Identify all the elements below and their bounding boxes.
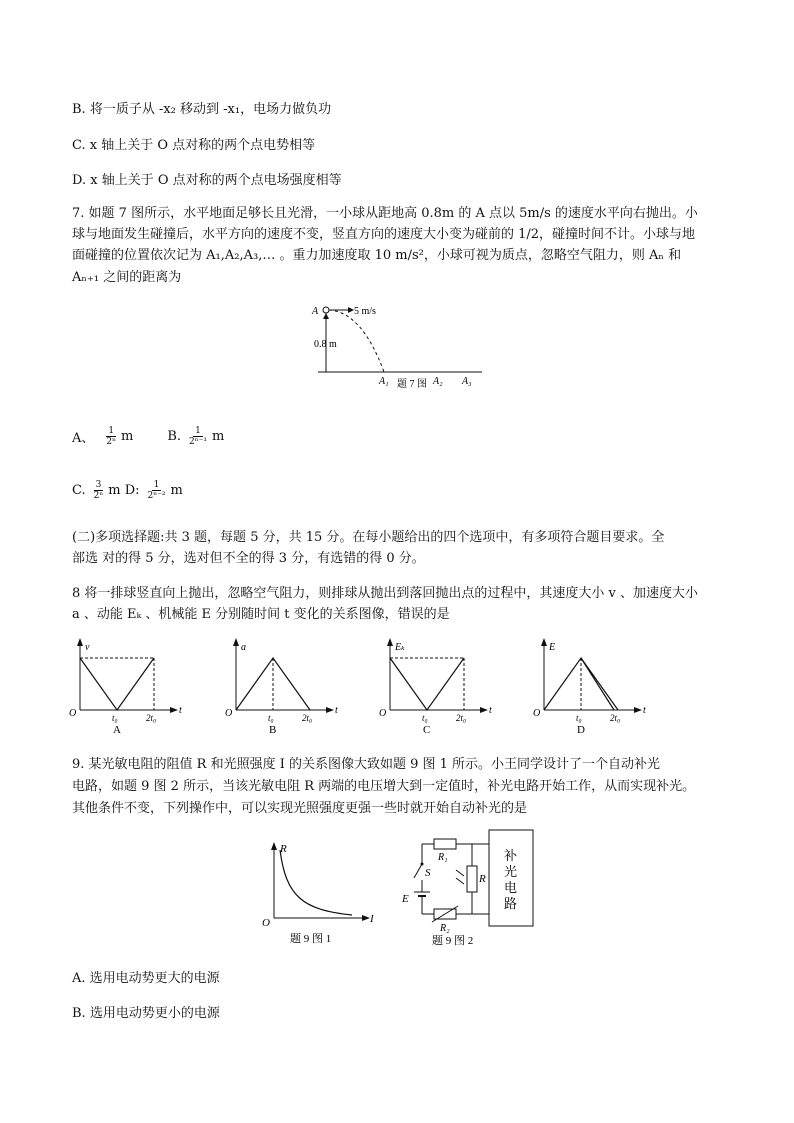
q7-speed-label: 5 m/s — [354, 306, 376, 317]
q8-d-t: t — [643, 705, 646, 716]
q8-a-origin: O — [69, 708, 77, 719]
q9-f2-box-char-4: 路 — [504, 896, 518, 911]
q8-graph-b — [224, 636, 344, 736]
q9-f2-switch-label: S — [425, 867, 431, 879]
q6-option-d: D. x 轴上关于 O 点对称的两个点电场强度相等 — [72, 173, 342, 188]
q8-b-y-arrow — [233, 638, 239, 646]
q7-option-d-unit: m — [170, 483, 183, 498]
q8-a-label: A — [113, 724, 121, 736]
q9-f2-r-label: R — [479, 873, 486, 885]
q7-height-arrowhead — [323, 313, 329, 319]
q8-graph-d — [532, 636, 652, 736]
q9-f2-box-char-1: 补 — [504, 848, 518, 863]
q8-d-label: D — [577, 724, 585, 736]
q8-d-t0: t₀ — [576, 713, 582, 723]
q8-b-ylabel: a — [241, 642, 246, 653]
q9-f2-light-arrow-2 — [456, 878, 464, 884]
q7-option-c-unit: m D: — [108, 483, 140, 498]
q8-graph-c — [378, 636, 498, 736]
q8-a-t0: t₀ — [112, 713, 118, 723]
q8-b-2t0: 2t₀ — [302, 713, 313, 723]
q7-option-c-den: 2ⁿ — [93, 491, 104, 501]
q7-height-label: 0.8 m — [314, 339, 337, 350]
q9-f2-r2-label: R₂ — [440, 923, 450, 934]
q8-a-t: t — [179, 705, 182, 716]
q9-f2-light-arrow-1 — [456, 870, 464, 876]
q8-d-x-arrow — [634, 707, 642, 713]
q7-options-ab — [72, 426, 224, 447]
q8-a-2t0: 2t₀ — [146, 713, 157, 723]
q9-figure-1 — [258, 836, 378, 948]
q8-c-label: C — [423, 724, 431, 736]
q9-stem-line-1: 9. 某光敏电阻的阻值 R 和光照强度 I 的关系图像大致如题 9 图 1 所示。小王同学设计了一个自动补光 — [72, 757, 661, 772]
q8-stem-line-2: a 、动能 Eₖ 、机械能 E 分别随时间 t 变化的关系图像，错误的是 — [72, 607, 450, 622]
q7-option-b-unit: m — [212, 429, 225, 444]
q8-a-y-arrow — [77, 638, 83, 646]
q9-f2-box-char-3: 电 — [504, 880, 518, 895]
q7-point-a-marker — [323, 307, 329, 313]
q8-c-ylabel: Eₖ — [395, 642, 405, 653]
q9-f1-x-arrow — [362, 915, 370, 921]
q7-a2-label: A₂ — [433, 376, 443, 387]
q8-d-curve-second — [581, 658, 614, 710]
q7-point-a-label: A — [312, 306, 319, 317]
q9-option-b: B. 选用电动势更小的电源 — [72, 1006, 220, 1021]
q7-options-cd — [72, 480, 183, 501]
q7-option-b-num: 1 — [195, 426, 201, 436]
q9-stem-line-3: 其他条件不变，下列操作中，可以实现光照强度更强一些时就开始自动补光的是 — [72, 801, 528, 816]
q7-option-a-den: 2ⁿ — [106, 437, 117, 447]
q9-f1-ylabel: R — [280, 843, 287, 855]
q7-option-a-label: A、 — [72, 431, 95, 446]
q9-f1-curve — [280, 850, 352, 915]
q7-stem-line-3: 面碰撞的位置依次记为 A₁,A₂,A₃,… 。重力加速度取 10 m/s²，小球可视为质点，忽略空气阻力，则 Aₙ 和 — [72, 248, 682, 263]
q9-f2-box-char-2: 光 — [504, 864, 518, 879]
q7-option-a-fraction — [104, 426, 118, 447]
q8-c-x-arrow — [480, 707, 488, 713]
q9-stem-line-2: 电路，如题 9 图 2 所示，当该光敏电阻 R 两端的电压增大到一定值时，补光电路开始工作，从而实现补光。 — [72, 779, 696, 794]
q9-option-a: A. 选用电动势更大的电源 — [72, 971, 220, 986]
q7-option-d-num: 1 — [153, 480, 160, 490]
q7-figure — [300, 296, 500, 394]
q7-option-d-den: 2ⁿ⁻² — [147, 491, 166, 501]
q7-a3-label: A₃ — [462, 376, 472, 387]
q7-stem-line-4: Aₙ₊₁ 之间的距离为 — [72, 270, 182, 285]
q8-c-t0: t₀ — [422, 713, 428, 723]
q7-option-d-fraction — [146, 480, 168, 501]
q8-d-y-arrow — [541, 638, 547, 646]
q9-f2-r1-label: R₁ — [438, 852, 448, 863]
q7-option-a-unit: m — [121, 429, 134, 444]
q8-graph-a — [68, 636, 188, 736]
q7-option-a-num: 1 — [108, 426, 115, 436]
q9-f2-r1 — [434, 839, 456, 849]
q8-a-ylabel: v — [85, 642, 90, 653]
q8-b-label: B — [269, 724, 277, 736]
section2-instructions-line-1: (二)多项选择题:共 3 题，每题 5 分，共 15 分。在每小题给出的四个选项中，有多项符合题目要求。全 — [72, 530, 665, 545]
q8-b-t: t — [335, 705, 338, 716]
q8-d-origin: O — [533, 708, 541, 719]
q7-option-c-num: 3 — [95, 480, 102, 490]
q8-c-origin: O — [379, 708, 387, 719]
q8-c-2t0: 2t₀ — [456, 713, 467, 723]
q8-stem-line-1: 8 将一排球竖直向上抛出，忽略空气阻力，则排球从抛出到落回抛出点的过程中，其速度大小 v 、加速度大小 — [72, 586, 699, 601]
q7-option-c-label: C. — [72, 483, 86, 498]
q8-a-x-arrow — [170, 707, 178, 713]
q9-f2-switch — [414, 864, 422, 878]
q7-stem-line-2: 球与地面发生碰撞后，水平方向的速度不变，竖直方向的速度大小变为碰前的 1/2，碰撞时间不计。小球与地 — [72, 227, 696, 242]
q9-f1-xlabel: I — [370, 913, 374, 925]
q9-f2-r — [467, 866, 477, 892]
q8-d-ylabel: E — [549, 642, 556, 653]
q7-a1-label: A₁ — [379, 376, 389, 387]
q9-f2-caption: 题 9 图 2 — [432, 935, 474, 947]
q8-d-2t0: 2t₀ — [610, 713, 621, 723]
q8-b-x-arrow — [326, 707, 334, 713]
q8-c-y-arrow — [387, 638, 393, 646]
q7-option-c-fraction — [92, 480, 106, 501]
q7-trajectory — [329, 310, 384, 372]
q9-f2-emf-label: E — [402, 893, 409, 905]
q7-option-b-fraction — [187, 426, 209, 447]
q6-option-c: C. x 轴上关于 O 点对称的两个点电势相等 — [72, 138, 316, 153]
q7-option-b-label: B. — [167, 429, 182, 444]
q6-option-b: B. 将一质子从 -x₂ 移动到 -x₁，电场力做负功 — [72, 102, 332, 117]
q7-option-b-den: 2ⁿ⁻¹ — [189, 437, 208, 447]
q9-f2-switch-pivot — [421, 863, 424, 866]
section2-instructions-line-2: 部选 对的得 5 分，选对但不全的得 3 分，有选错的得 0 分。 — [72, 551, 425, 566]
q9-f1-y-arrow — [271, 842, 277, 850]
q8-b-t0: t₀ — [268, 713, 274, 723]
q8-a-curve — [80, 658, 154, 710]
q8-c-t: t — [489, 705, 492, 716]
q8-b-origin: O — [225, 708, 233, 719]
q9-f1-origin: O — [262, 917, 270, 929]
q7-caption: 题 7 图 — [397, 379, 427, 390]
q9-f1-caption: 题 9 图 1 — [290, 933, 332, 945]
q7-stem-line-1: 7. 如题 7 图所示，水平地面足够长且光滑，一小球从距地高 0.8m 的 A 点以 5m/s 的速度水平向右抛出。小 — [72, 206, 698, 221]
q8-c-curve — [390, 658, 464, 710]
q9-figure-2 — [392, 826, 542, 948]
